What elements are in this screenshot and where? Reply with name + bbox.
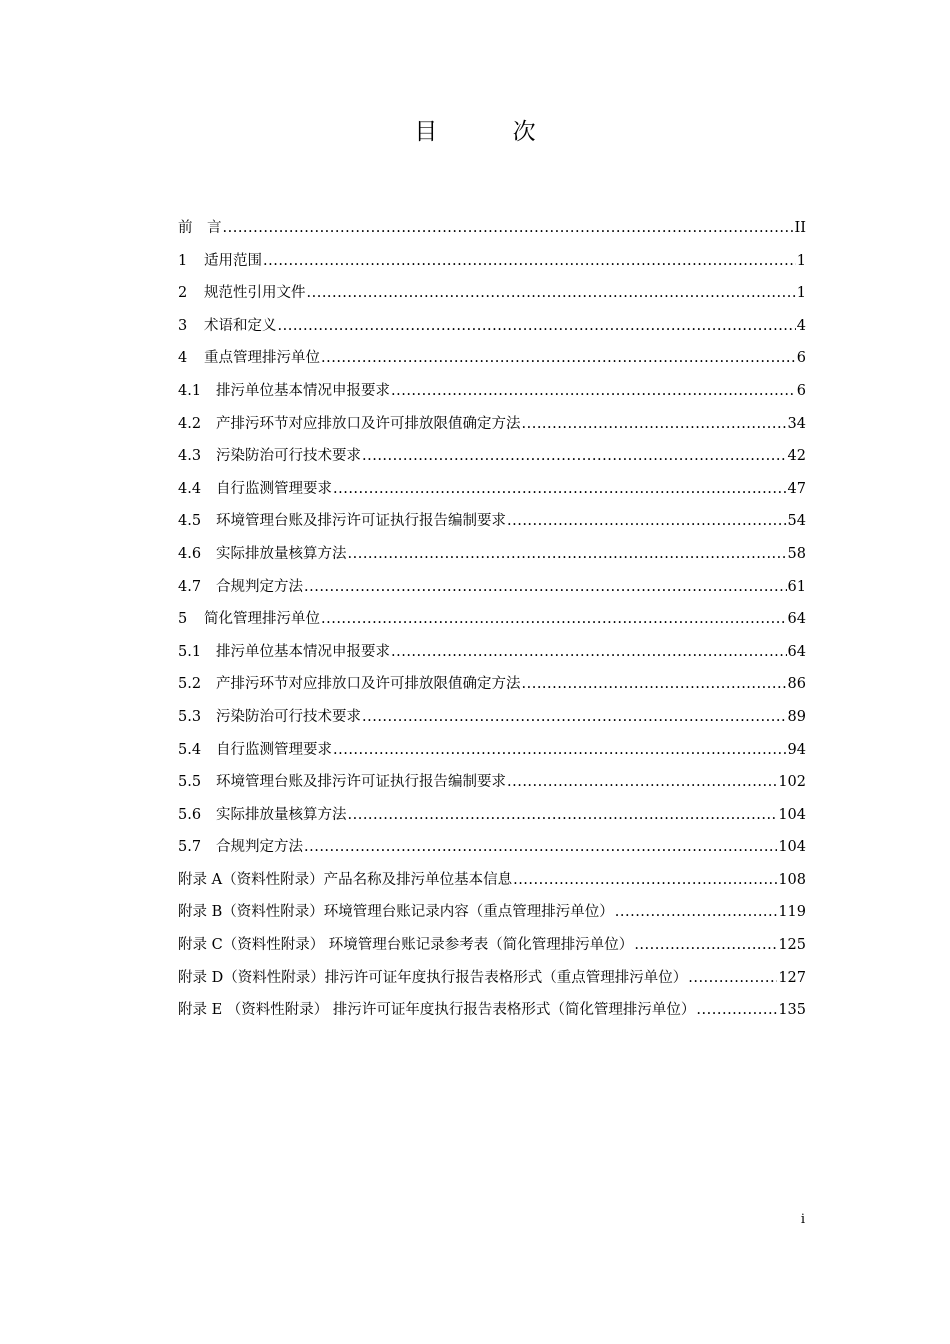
toc-entry-title: 附录 D（资料性附录）排污许可证年度执行报告表格形式（重点管理排污单位） (178, 969, 688, 986)
toc-dot-leader (507, 505, 787, 538)
toc-entry[interactable] (178, 668, 806, 701)
toc-entry[interactable] (178, 473, 806, 506)
toc-entry-page: 47 (787, 480, 806, 497)
toc-entry-title: 自行监测管理要求 (216, 741, 332, 758)
toc-entry[interactable] (178, 799, 806, 832)
toc-dot-leader (513, 864, 777, 897)
toc-entry[interactable] (178, 245, 806, 278)
toc-entry-title: 规范性引用文件 (204, 285, 306, 302)
toc-dot-leader (223, 212, 794, 245)
toc-entry-page: 89 (787, 708, 806, 725)
toc-entry-number: 2 (178, 285, 188, 302)
toc-entry[interactable] (178, 994, 806, 1027)
toc-entry-title: 附录 E （资料性附录） 排污许可证年度执行报告表格形式（简化管理排污单位） (178, 1002, 696, 1019)
toc-entry-number: 5.7 (178, 839, 202, 856)
toc-dot-leader (304, 831, 777, 864)
toc-entry-number: 5.4 (178, 741, 202, 758)
toc-dot-leader (696, 994, 777, 1027)
toc-entry[interactable] (178, 831, 806, 864)
toc-dot-leader (263, 245, 796, 278)
toc-entry[interactable] (178, 310, 806, 343)
toc-entry[interactable] (178, 896, 806, 929)
page-number: i (800, 1212, 805, 1227)
toc-entry-number: 4 (178, 350, 188, 367)
toc-entry-number: 5.5 (178, 774, 202, 791)
toc-entry-number: 5.2 (178, 676, 202, 693)
toc-entry-page: 61 (787, 578, 806, 595)
page-title: 目 次 (414, 119, 570, 145)
toc-entry-page: 58 (787, 545, 806, 562)
toc-entry[interactable] (178, 766, 806, 799)
toc-entry-page: 1 (796, 285, 806, 302)
toc-entry-number: 4.6 (178, 545, 202, 562)
toc-dot-leader (688, 962, 777, 995)
toc-entry-number: 4.5 (178, 513, 202, 530)
table-of-contents (178, 212, 806, 1027)
toc-entry[interactable] (178, 734, 806, 767)
toc-entry[interactable] (178, 440, 806, 473)
toc-entry-title: 附录 A（资料性附录）产品名称及排污单位基本信息 (178, 871, 513, 888)
toc-dot-leader (333, 734, 787, 767)
toc-entry[interactable] (178, 408, 806, 441)
toc-entry-page: 6 (796, 382, 806, 399)
toc-entry-page: 64 (787, 643, 806, 660)
toc-entry[interactable] (178, 375, 806, 408)
toc-entry-title: 环境管理台账及排污许可证执行报告编制要求 (216, 774, 506, 791)
toc-entry-title: 污染防治可行技术要求 (216, 448, 361, 465)
toc-entry-title: 附录 B（资料性附录）环境管理台账记录内容（重点管理排污单位） (178, 904, 614, 921)
toc-entry-number: 3 (178, 317, 188, 334)
toc-dot-leader (507, 766, 777, 799)
toc-entry-page: 4 (796, 317, 806, 334)
toc-dot-leader (304, 571, 787, 604)
toc-entry-title: 合规判定方法 (216, 839, 303, 856)
toc-dot-leader (362, 701, 787, 734)
toc-entry-title: 简化管理排污单位 (204, 611, 320, 628)
toc-entry[interactable] (178, 212, 806, 245)
toc-entry-title: 排污单位基本情况申报要求 (216, 382, 390, 399)
toc-dot-leader (321, 342, 796, 375)
toc-entry[interactable] (178, 342, 806, 375)
toc-entry-title: 产排污环节对应排放口及许可排放限值确定方法 (216, 415, 521, 432)
toc-entry[interactable] (178, 701, 806, 734)
toc-entry-page: 119 (778, 904, 806, 921)
toc-entry-page: 104 (778, 839, 806, 856)
toc-entry-title: 重点管理排污单位 (204, 350, 320, 367)
toc-entry-page: 127 (778, 969, 806, 986)
toc-entry[interactable] (178, 929, 806, 962)
toc-entry-title: 污染防治可行技术要求 (216, 708, 361, 725)
toc-dot-leader (391, 636, 787, 669)
toc-entry-number: 4.3 (178, 448, 202, 465)
toc-dot-leader (391, 375, 796, 408)
toc-entry-title: 排污单位基本情况申报要求 (216, 643, 390, 660)
toc-entry-page: 108 (778, 871, 806, 888)
toc-dot-leader (321, 603, 787, 636)
toc-entry-page: 54 (787, 513, 806, 530)
toc-entry-page: 135 (778, 1002, 806, 1019)
toc-entry-title: 实际排放量核算方法 (216, 806, 347, 823)
toc-dot-leader (307, 277, 796, 310)
toc-entry-title: 附录 C（资料性附录） 环境管理台账记录参考表（简化管理排污单位） (178, 937, 634, 954)
toc-entry-page: 86 (787, 676, 806, 693)
toc-entry-page: 64 (787, 611, 806, 628)
toc-entry-number: 4.1 (178, 382, 202, 399)
toc-dot-leader (348, 538, 787, 571)
toc-dot-leader (333, 473, 787, 506)
toc-entry[interactable] (178, 571, 806, 604)
toc-entry[interactable] (178, 864, 806, 897)
toc-entry-number: 5.1 (178, 643, 202, 660)
toc-dot-leader (348, 799, 778, 832)
toc-entry-number: 1 (178, 252, 188, 269)
toc-entry-number: 5 (178, 611, 188, 628)
toc-entry[interactable] (178, 636, 806, 669)
toc-entry-page: 6 (796, 350, 806, 367)
toc-entry-page: 1 (796, 252, 806, 269)
toc-entry-number: 5.3 (178, 708, 202, 725)
toc-entry-title: 实际排放量核算方法 (216, 545, 347, 562)
toc-entry-title: 产排污环节对应排放口及许可排放限值确定方法 (216, 676, 521, 693)
toc-entry-title: 自行监测管理要求 (216, 480, 332, 497)
toc-entry-page: II (794, 220, 806, 236)
toc-entry-title: 合规判定方法 (216, 578, 303, 595)
toc-entry-title: 前 言 (178, 220, 222, 236)
toc-dot-leader (634, 929, 777, 962)
toc-entry-number: 4.4 (178, 480, 202, 497)
toc-entry[interactable] (178, 603, 806, 636)
toc-entry[interactable] (178, 505, 806, 538)
toc-entry-page: 104 (778, 806, 806, 823)
toc-entry-number: 5.6 (178, 806, 202, 823)
toc-entry-page: 34 (787, 415, 806, 432)
toc-entry-number: 4.7 (178, 578, 202, 595)
toc-dot-leader (615, 896, 778, 929)
toc-dot-leader (278, 310, 796, 343)
toc-entry[interactable] (178, 962, 806, 995)
toc-entry[interactable] (178, 277, 806, 310)
toc-entry-number: 4.2 (178, 415, 202, 432)
toc-dot-leader (522, 408, 787, 441)
toc-entry-title: 术语和定义 (204, 317, 277, 334)
toc-entry-page: 125 (778, 937, 806, 954)
toc-entry-page: 102 (778, 774, 806, 791)
toc-dot-leader (522, 668, 787, 701)
toc-entry[interactable] (178, 538, 806, 571)
toc-entry-page: 42 (787, 448, 806, 465)
toc-entry-page: 94 (787, 741, 806, 758)
toc-entry-title: 适用范围 (204, 252, 262, 269)
toc-dot-leader (362, 440, 787, 473)
toc-entry-title: 环境管理台账及排污许可证执行报告编制要求 (216, 513, 506, 530)
